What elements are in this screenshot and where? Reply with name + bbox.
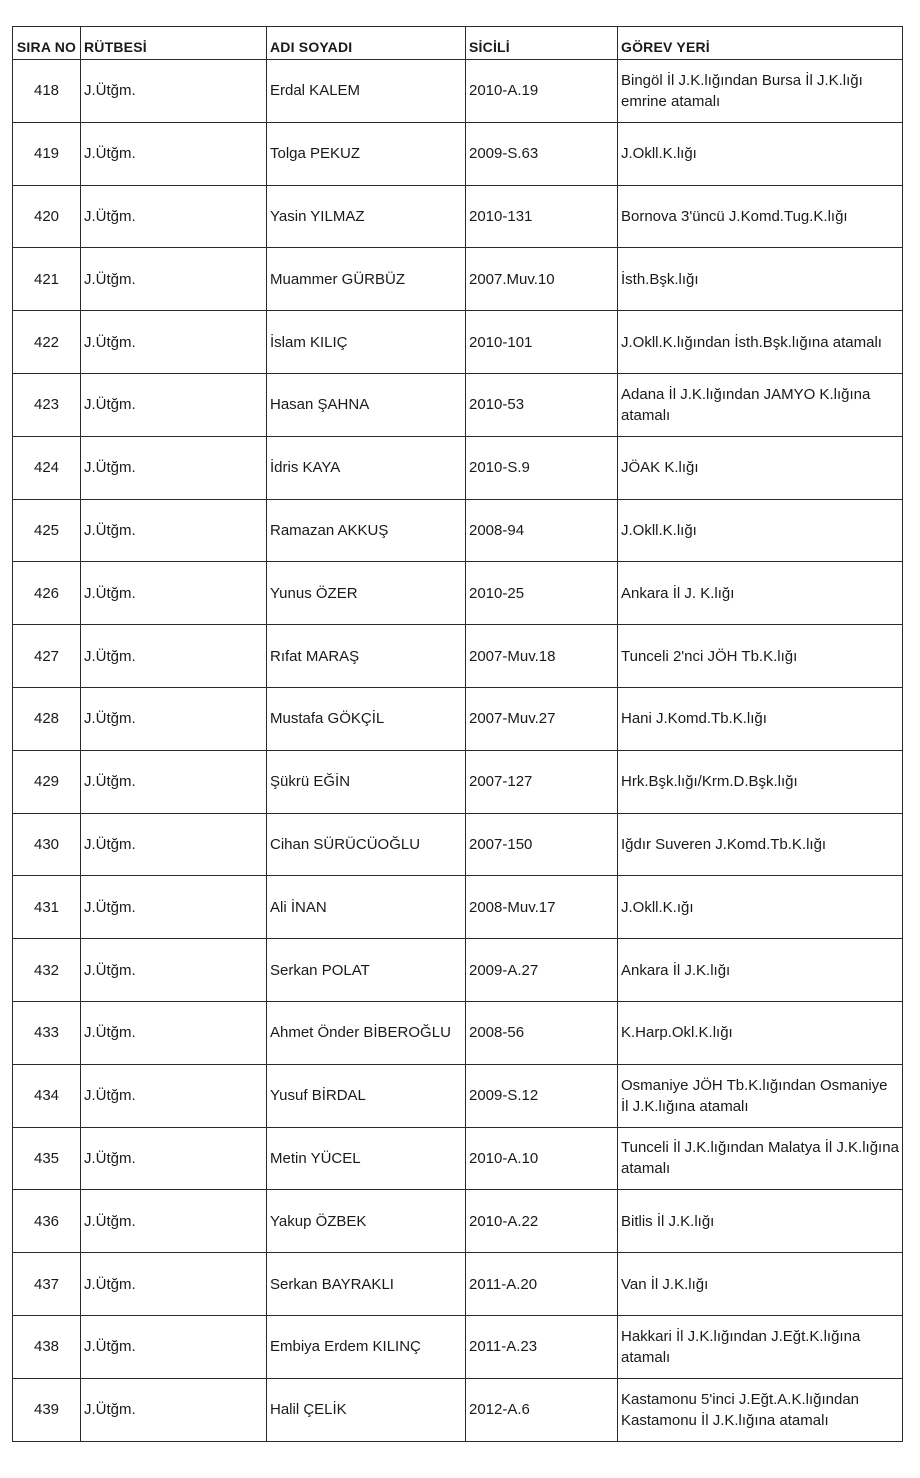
table-row [13,813,903,876]
cell-adi-soyadi: Ahmet Önder BİBEROĞLU [267,1001,466,1064]
cell-sicili: 2010-A.22 [466,1190,618,1253]
table-row [13,750,903,813]
cell-sicili: 2008-Muv.17 [466,876,618,939]
cell-sira-no: 420 [13,185,81,248]
cell-sicili: 2010-101 [466,311,618,374]
table-row [13,185,903,248]
cell-sicili: 2010-131 [466,185,618,248]
cell-adi-soyadi: İdris KAYA [267,436,466,499]
cell-adi-soyadi: Metin YÜCEL [267,1127,466,1190]
cell-adi-soyadi: Serkan BAYRAKLI [267,1253,466,1316]
cell-sicili: 2009-A.27 [466,939,618,1002]
table-row [13,248,903,311]
table-body [13,60,903,1442]
cell-gorev-yeri: Van İl J.K.lığı [618,1253,903,1316]
cell-sicili: 2007-127 [466,750,618,813]
cell-adi-soyadi: Ramazan AKKUŞ [267,499,466,562]
cell-sira-no: 434 [13,1064,81,1127]
cell-adi-soyadi: Mustafa GÖKÇİL [267,687,466,750]
cell-adi-soyadi: Hasan ŞAHNA [267,373,466,436]
cell-gorev-yeri: Osmaniye JÖH Tb.K.lığından Osmaniye İl J.K.lığına atamalı [618,1064,903,1127]
cell-adi-soyadi: Yakup ÖZBEK [267,1190,466,1253]
cell-adi-soyadi: Şükrü EĞİN [267,750,466,813]
table-row [13,1001,903,1064]
cell-rutbesi: J.Ütğm. [81,248,267,311]
cell-sira-no: 429 [13,750,81,813]
table-row [13,1127,903,1190]
table-row [13,1190,903,1253]
cell-rutbesi: J.Ütğm. [81,813,267,876]
cell-sira-no: 418 [13,60,81,123]
cell-gorev-yeri: Hrk.Bşk.lığı/Krm.D.Bşk.lığı [618,750,903,813]
table-row [13,939,903,1002]
cell-rutbesi: J.Ütğm. [81,1315,267,1378]
cell-adi-soyadi: Halil ÇELİK [267,1378,466,1441]
cell-sicili: 2011-A.23 [466,1315,618,1378]
cell-rutbesi: J.Ütğm. [81,1253,267,1316]
cell-sira-no: 425 [13,499,81,562]
cell-sira-no: 431 [13,876,81,939]
cell-rutbesi: J.Ütğm. [81,562,267,625]
cell-sira-no: 424 [13,436,81,499]
cell-sira-no: 430 [13,813,81,876]
header-sicili: SİCİLİ [466,27,618,60]
header-sira-no: SIRA NO [13,27,81,60]
cell-sira-no: 432 [13,939,81,1002]
cell-rutbesi: J.Ütğm. [81,373,267,436]
cell-sira-no: 436 [13,1190,81,1253]
cell-rutbesi: J.Ütğm. [81,60,267,123]
cell-sira-no: 423 [13,373,81,436]
cell-sicili: 2007-Muv.18 [466,625,618,688]
cell-rutbesi: J.Ütğm. [81,436,267,499]
cell-adi-soyadi: Ali İNAN [267,876,466,939]
cell-adi-soyadi: Yasin YILMAZ [267,185,466,248]
cell-sira-no: 422 [13,311,81,374]
cell-gorev-yeri: Bingöl İl J.K.lığından Bursa İl J.K.lığı emrine atamalı [618,60,903,123]
table-row [13,1378,903,1441]
cell-sicili: 2009-S.12 [466,1064,618,1127]
cell-sicili: 2008-94 [466,499,618,562]
cell-sicili: 2007.Muv.10 [466,248,618,311]
cell-adi-soyadi: Embiya Erdem KILINÇ [267,1315,466,1378]
cell-sira-no: 426 [13,562,81,625]
cell-rutbesi: J.Ütğm. [81,687,267,750]
cell-sira-no: 427 [13,625,81,688]
table-row [13,373,903,436]
cell-rutbesi: J.Ütğm. [81,1190,267,1253]
table-row [13,1253,903,1316]
cell-adi-soyadi: Erdal KALEM [267,60,466,123]
cell-adi-soyadi: Rıfat MARAŞ [267,625,466,688]
cell-rutbesi: J.Ütğm. [81,185,267,248]
cell-sira-no: 437 [13,1253,81,1316]
cell-gorev-yeri: Tunceli İl J.K.lığından Malatya İl J.K.lığına atamalı [618,1127,903,1190]
cell-rutbesi: J.Ütğm. [81,311,267,374]
cell-adi-soyadi: Yusuf BİRDAL [267,1064,466,1127]
cell-sicili: 2009-S.63 [466,122,618,185]
cell-sira-no: 421 [13,248,81,311]
cell-gorev-yeri: J.Okll.K.lığı [618,499,903,562]
cell-gorev-yeri: Ankara İl J.K.lığı [618,939,903,1002]
cell-gorev-yeri: Tunceli 2'nci JÖH Tb.K.lığı [618,625,903,688]
cell-sicili: 2012-A.6 [466,1378,618,1441]
cell-gorev-yeri: Bitlis İl J.K.lığı [618,1190,903,1253]
cell-gorev-yeri: Bornova 3'üncü J.Komd.Tug.K.lığı [618,185,903,248]
cell-sicili: 2007-Muv.27 [466,687,618,750]
cell-gorev-yeri: J.Okll.K.lığından İsth.Bşk.lığına atamalı [618,311,903,374]
cell-sicili: 2010-25 [466,562,618,625]
cell-adi-soyadi: Tolga PEKUZ [267,122,466,185]
table-row [13,687,903,750]
table-header [13,27,903,60]
cell-sicili: 2010-A.10 [466,1127,618,1190]
cell-gorev-yeri: Ankara İl J. K.lığı [618,562,903,625]
cell-rutbesi: J.Ütğm. [81,1001,267,1064]
cell-adi-soyadi: Cihan SÜRÜCÜOĞLU [267,813,466,876]
cell-sicili: 2010-S.9 [466,436,618,499]
cell-rutbesi: J.Ütğm. [81,1064,267,1127]
cell-rutbesi: J.Ütğm. [81,625,267,688]
header-rutbesi: RÜTBESİ [81,27,267,60]
cell-sira-no: 428 [13,687,81,750]
cell-rutbesi: J.Ütğm. [81,499,267,562]
cell-sicili: 2007-150 [466,813,618,876]
cell-adi-soyadi: Yunus ÖZER [267,562,466,625]
cell-rutbesi: J.Ütğm. [81,1378,267,1441]
cell-gorev-yeri: J.Okll.K.lığı [618,122,903,185]
header-row [13,27,903,60]
cell-rutbesi: J.Ütğm. [81,750,267,813]
cell-rutbesi: J.Ütğm. [81,939,267,1002]
cell-gorev-yeri: Kastamonu 5'inci J.Eğt.A.K.lığından Kastamonu İl J.K.lığına atamalı [618,1378,903,1441]
table-row [13,60,903,123]
cell-sira-no: 438 [13,1315,81,1378]
table-row [13,625,903,688]
table-row [13,562,903,625]
table-row [13,499,903,562]
cell-gorev-yeri: Adana İl J.K.lığından JAMYO K.lığına atamalı [618,373,903,436]
cell-gorev-yeri: Hani J.Komd.Tb.K.lığı [618,687,903,750]
cell-sira-no: 433 [13,1001,81,1064]
cell-adi-soyadi: İslam KILIÇ [267,311,466,374]
table-row [13,311,903,374]
cell-gorev-yeri: K.Harp.Okl.K.lığı [618,1001,903,1064]
cell-sicili: 2010-A.19 [466,60,618,123]
table-row [13,1315,903,1378]
cell-gorev-yeri: Iğdır Suveren J.Komd.Tb.K.lığı [618,813,903,876]
table-row [13,122,903,185]
cell-gorev-yeri: JÖAK K.lığı [618,436,903,499]
cell-adi-soyadi: Serkan POLAT [267,939,466,1002]
header-adi-soyadi: ADI SOYADI [267,27,466,60]
cell-rutbesi: J.Ütğm. [81,1127,267,1190]
cell-rutbesi: J.Ütğm. [81,876,267,939]
cell-rutbesi: J.Ütğm. [81,122,267,185]
cell-gorev-yeri: J.Okll.K.ığı [618,876,903,939]
cell-sira-no: 439 [13,1378,81,1441]
cell-sicili: 2010-53 [466,373,618,436]
cell-sira-no: 419 [13,122,81,185]
table-row [13,436,903,499]
table-row [13,876,903,939]
table-row [13,1064,903,1127]
cell-sicili: 2011-A.20 [466,1253,618,1316]
cell-sira-no: 435 [13,1127,81,1190]
cell-gorev-yeri: İsth.Bşk.lığı [618,248,903,311]
cell-adi-soyadi: Muammer GÜRBÜZ [267,248,466,311]
cell-gorev-yeri: Hakkari İl J.K.lığından J.Eğt.K.lığına atamalı [618,1315,903,1378]
cell-sicili: 2008-56 [466,1001,618,1064]
header-gorev-yeri: GÖREV YERİ [618,27,903,60]
personnel-table [12,26,903,1442]
